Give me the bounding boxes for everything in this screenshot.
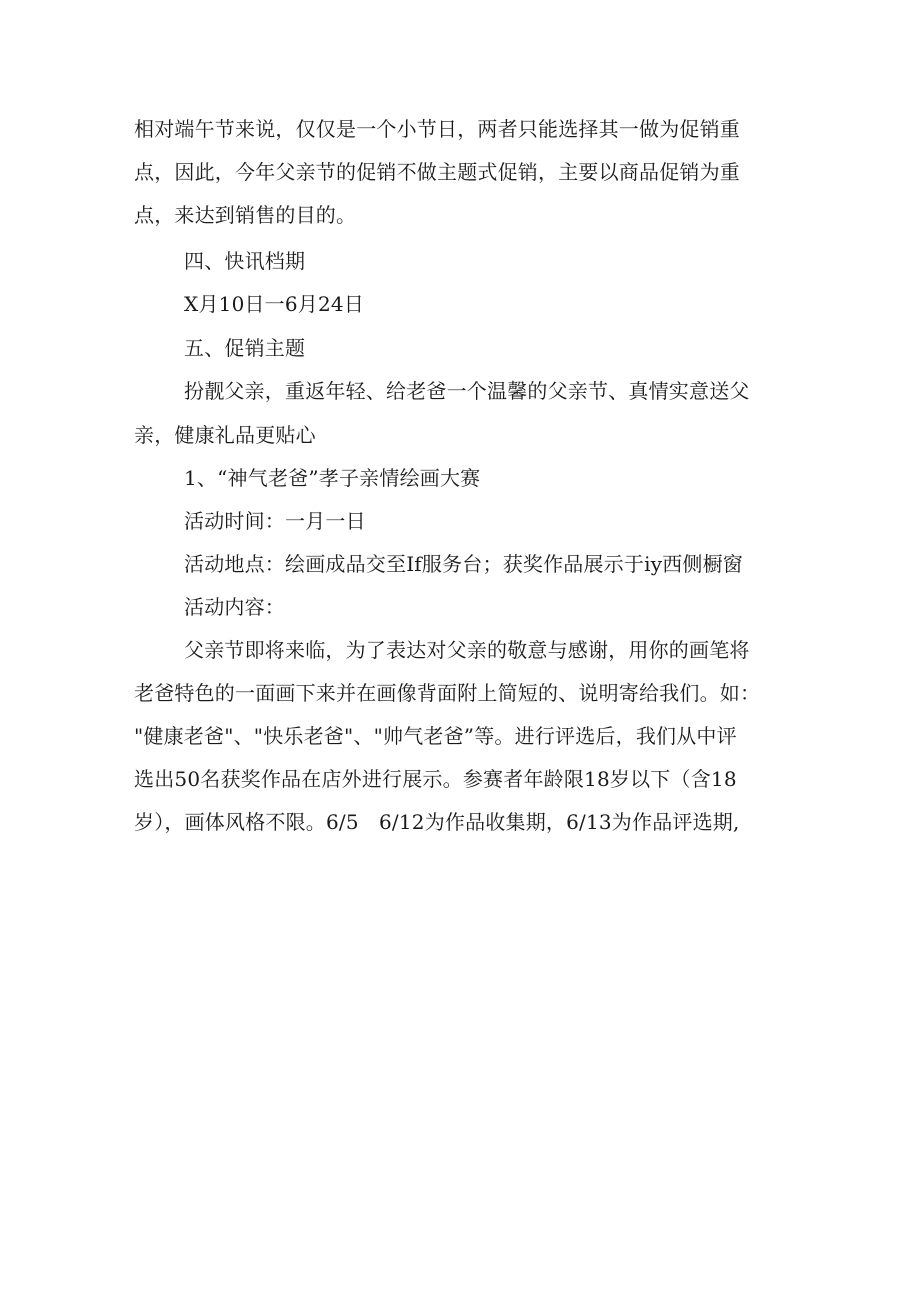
paragraph-line: 活动时间：一月一日 bbox=[184, 509, 366, 533]
section-heading: 四、快讯档期 bbox=[184, 249, 306, 273]
paragraph-line: 岁），画体风格不限。6/5 6/12为作品收集期，6/13为作品评选期, bbox=[134, 810, 740, 834]
subsection-heading: 1、“神气老爸”孝子亲情绘画大赛 bbox=[184, 466, 481, 490]
paragraph-line: 选出50名获奖作品在店外进行展示。参赛者年龄限18岁以下（含18 bbox=[134, 767, 737, 791]
paragraph-line: 亲，健康礼品更贴心 bbox=[134, 423, 316, 447]
paragraph-line: 活动地点：绘画成品交至If服务台；获奖作品展示于iy西侧橱窗 bbox=[184, 552, 743, 576]
paragraph-line: "健康老爸"、"快乐老爸"、"帅气老爸”等。进行评选后，我们从中评 bbox=[134, 724, 737, 748]
paragraph-line: 点，来达到销售的目的。 bbox=[134, 203, 357, 227]
section-heading: 五、促销主题 bbox=[184, 336, 306, 360]
paragraph-line: 老爸特色的一面画下来并在画像背面附上简短的、说明寄给我们。如： bbox=[134, 681, 761, 705]
paragraph-line: 点，因此，今年父亲节的促销不做主题式促销，主要以商品促销为重 bbox=[134, 160, 740, 184]
paragraph-line: 相对端午节来说，仅仅是一个小节日，两者只能选择其一做为促销重 bbox=[134, 117, 740, 141]
paragraph-line: 活动内容： bbox=[184, 595, 285, 619]
paragraph-line: X月10日一6月24日 bbox=[184, 292, 365, 316]
paragraph-line: 父亲节即将来临，为了表达对父亲的敬意与感谢，用你的画笔将 bbox=[184, 638, 750, 662]
paragraph-line: 扮靓父亲，重返年轻、给老爸一个温馨的父亲节、真情实意送父 bbox=[184, 379, 750, 403]
